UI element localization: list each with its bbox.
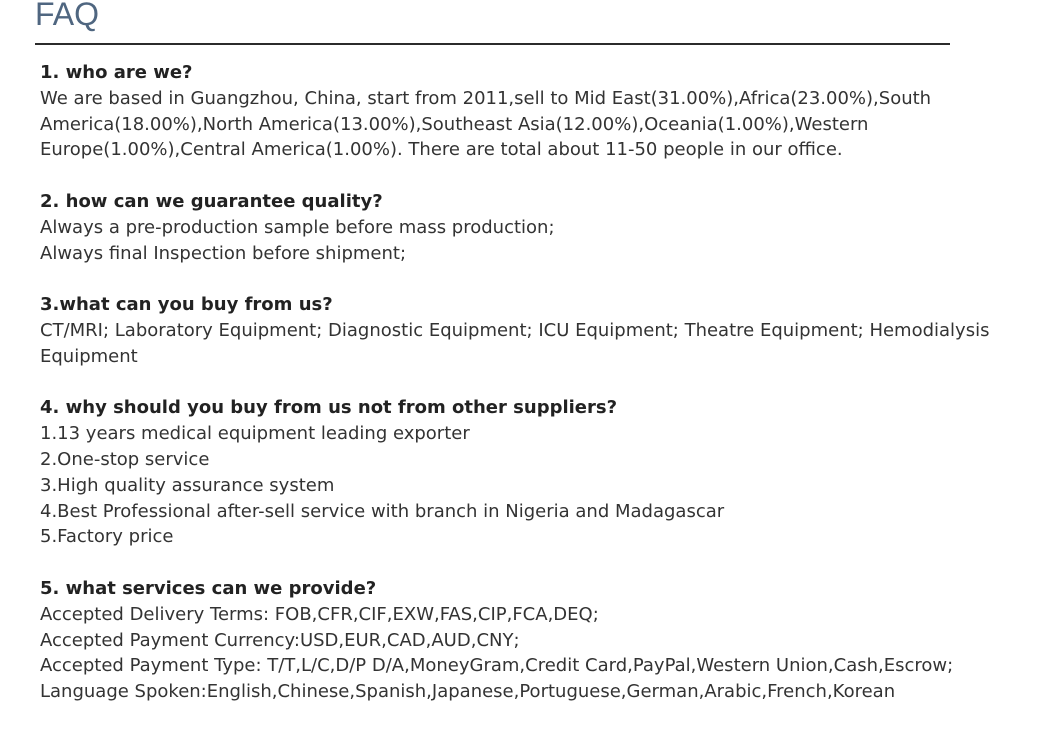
- faq-answer-line: 4.Best Professional after-sell service with branch in Nigeria and Madagascar: [40, 500, 725, 522]
- faq-answer-line: 3.High quality assurance system: [40, 474, 335, 496]
- faq-question: 5. what services can we provide?: [40, 577, 377, 599]
- faq-answer-line: 1.13 years medical equipment leading exporter: [40, 423, 470, 445]
- title-divider: [35, 43, 950, 45]
- faq-answer-line: We are based in Guangzhou, China, start from 2011,sell to Mid East(31.00%),Africa(23.00%),South: [40, 87, 932, 109]
- faq-answer-line: Accepted Payment Currency:USD,EUR,CAD,AUD,CNY;: [40, 629, 520, 651]
- faq-item: [40, 189, 940, 266]
- faq-item: [40, 292, 990, 369]
- faq-answer-line: Equipment: [40, 345, 138, 367]
- faq-item: [40, 60, 940, 163]
- faq-item: [40, 576, 954, 705]
- faq-answer-line: Accepted Payment Type: T/T,L/C,D/P D/A,MoneyGram,Credit Card,PayPal,Western Union,Cash,Escrow;: [40, 655, 954, 677]
- faq-answer-line: Language Spoken:English,Chinese,Spanish,Japanese,Portuguese,German,Arabic,French,Korean: [40, 681, 896, 703]
- faq-question: 2. how can we guarantee quality?: [40, 190, 383, 212]
- faq-list: [40, 60, 990, 731]
- faq-question: 4. why should you buy from us not from other suppliers?: [40, 397, 618, 419]
- faq-answer-line: Accepted Delivery Terms: FOB,CFR,CIF,EXW,FAS,CIP,FCA,DEQ;: [40, 603, 599, 625]
- faq-question: 3.what can you buy from us?: [40, 294, 333, 316]
- faq-question: 1. who are we?: [40, 62, 193, 83]
- faq-answer-line: Always a pre-production sample before mass production;: [40, 216, 555, 238]
- faq-answer-line: America(18.00%),North America(13.00%),Southeast Asia(12.00%),Oceania(1.00%),Western: [40, 113, 869, 135]
- faq-answer-line: Always final Inspection before shipment;: [40, 242, 407, 264]
- faq-answer-line: CT/MRI; Laboratory Equipment; Diagnostic Equipment; ICU Equipment; Theatre Equipment; Hemodialysis: [40, 319, 990, 341]
- faq-answer-line: Europe(1.00%),Central America(1.00%). There are total about 11-50 people in our office.: [40, 139, 843, 161]
- faq-item: [40, 395, 940, 550]
- faq-title: FAQ: [35, 0, 100, 32]
- faq-answer-line: 5.Factory price: [40, 526, 174, 548]
- faq-answer-line: 2.One-stop service: [40, 448, 210, 470]
